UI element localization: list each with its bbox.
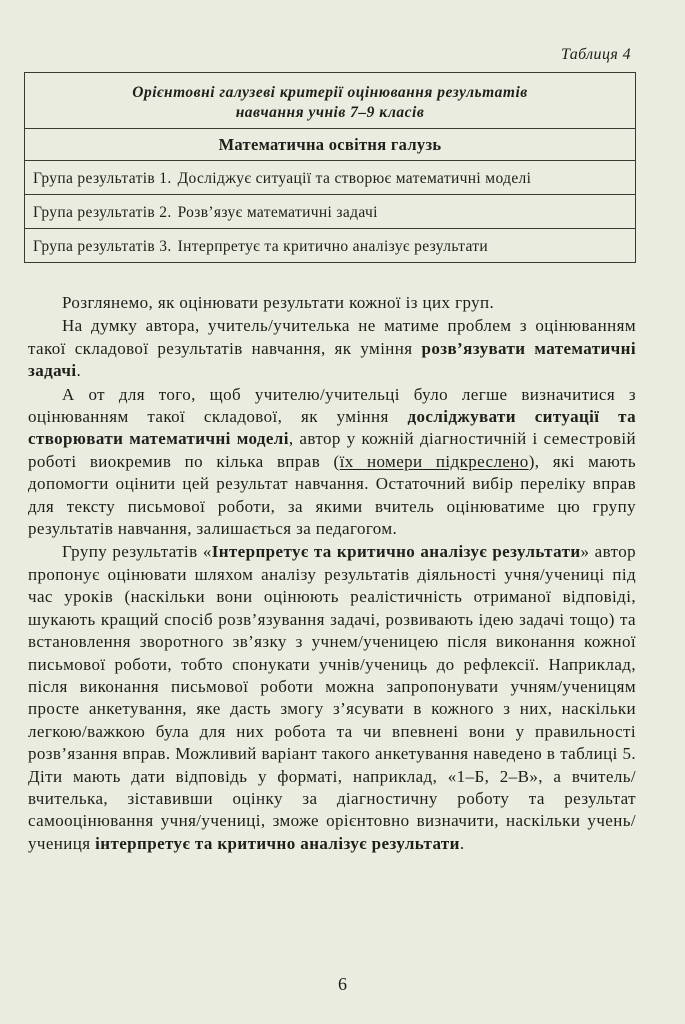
group-text: Досліджує ситуації та створює математичні моделі	[177, 170, 532, 187]
table-subtitle-row	[25, 129, 636, 161]
paragraph-text: ), які мають допомогти оцінити цей результат навчання. Остаточний вибір переліку вправ для тексту письмової роботи, за якими вчитель оцінюватиме цю групу результатів навчання, залишається за педагогом.	[28, 451, 637, 539]
table-row	[25, 161, 636, 195]
paragraph-text: .	[76, 361, 82, 381]
table-subtitle: Математична освітня галузь	[25, 129, 636, 161]
group-label: Група результатів 1.	[33, 170, 172, 187]
group-label: Група результатів 3.	[33, 238, 172, 255]
criteria-table	[24, 72, 636, 263]
paragraph-3	[28, 384, 636, 541]
page-number: 6	[338, 974, 347, 994]
paragraph-text: На думку автора, учитель/учителька не матиме проблем з оцінюванням такої складової результатів навчання, як уміння	[28, 316, 636, 358]
paragraph-text: , автор у кожній діагностичній і семестровій роботі виокремив по кілька вправ (	[28, 429, 636, 471]
paragraph-text: Групу результатів «	[62, 542, 212, 562]
table-row	[25, 229, 636, 263]
table-title-line1: Орієнтовні галузеві критерії оцінювання результатів	[132, 84, 528, 101]
table-title	[25, 73, 636, 129]
emphasis-text: Інтерпретує та критично аналізує результати	[211, 542, 581, 562]
paragraph-text: Розглянемо, як оцінювати результати кожної із цих груп.	[62, 293, 495, 312]
underlined-text: їх номери підкреслено	[339, 451, 529, 471]
table-row	[25, 195, 636, 229]
group-text: Інтерпретує та критично аналізує результати	[177, 238, 489, 255]
paragraph-text: А от для того, щоб учителю/учительці було легше визначитися з оцінюванням такої складової, як уміння	[28, 384, 636, 427]
paragraph-text: » автор пропонує оцінювати шляхом аналізу результатів діяльності учня/учениці під час уроків (наскільки вони оцінюють реалістичність отриманої відповіді, шукають кращий спосіб розв’язування задачі, розвивають ідею задачі тощо) та встановлення зворотного зв’язку з учнем/ученицею після виконання кожної письмової роботи, тобто спонукати учнів/учениць до рефлексії. Наприклад, після виконання письмової роботи можна запропонувати учням/ученицям просте анкетування, яке дасть змогу з’ясувати в кожного з них, наскільки легкою/важкою була для них робота та чи впевнені вони у правильності розв’язання вправ. Можливий варіант такого анкетування наведено в таблиці 5. Діти мають дати відповідь у форматі, наприклад, «1–Б, 2–В», а вчитель/вчителька, зіставивши оцінку за діагностичну роботу та результат самооцінювання учня/учениці, зможе орієнтовно визначити, наскільки учень/учениця	[28, 542, 636, 853]
table-caption: Таблиця 4	[561, 46, 631, 63]
body-text	[28, 292, 636, 856]
emphasis-text: розв’язувати математичні задачі	[28, 338, 636, 381]
emphasis-text: інтерпретує та критично аналізує результати	[95, 833, 460, 853]
paragraph-text: .	[459, 833, 465, 853]
group-label: Група результатів 2.	[33, 204, 172, 221]
table-title-line2: навчання учнів 7–9 класів	[235, 104, 425, 121]
paragraph-4	[28, 541, 636, 855]
paragraph-2	[28, 315, 636, 382]
emphasis-text: досліджувати ситуації та створювати математичні моделі	[28, 407, 636, 449]
table-header-row	[25, 73, 636, 129]
group-text: Розв’язує математичні задачі	[177, 204, 378, 221]
paragraph-1	[28, 292, 636, 314]
